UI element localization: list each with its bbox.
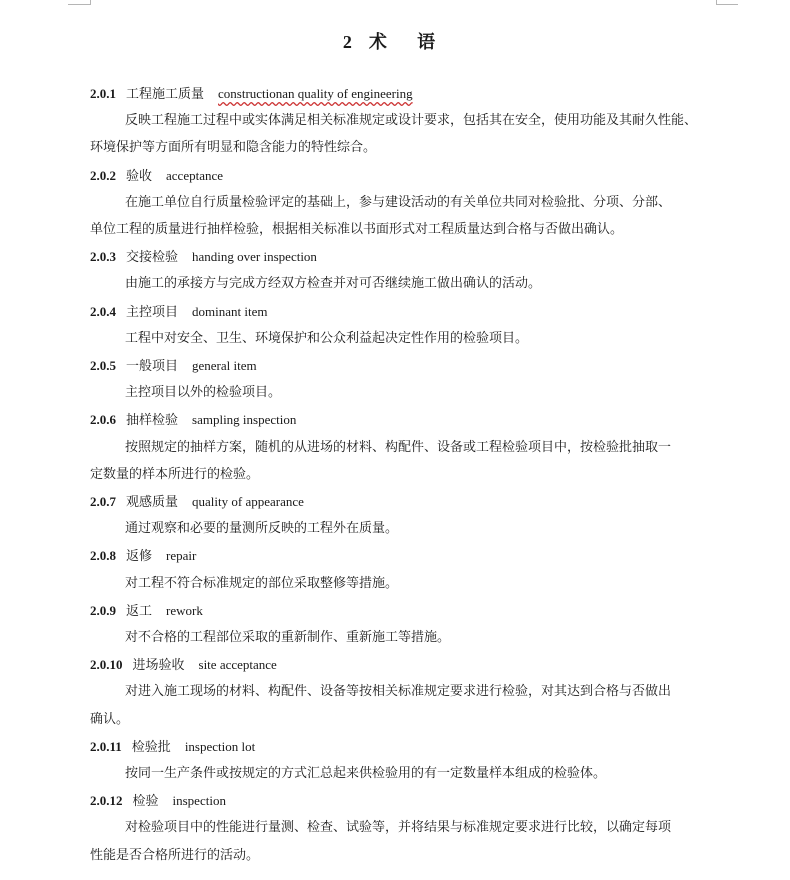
term-definition xyxy=(90,379,720,406)
term-heading xyxy=(90,406,720,433)
term-english: sampling inspection xyxy=(192,412,297,428)
term-chinese: 观感质量 xyxy=(126,494,179,510)
term-heading xyxy=(90,298,720,325)
term-definition xyxy=(90,434,720,488)
term-chinese: 交接检验 xyxy=(126,250,179,266)
definition-line: 按照规定的抽样方案，随机的从进场的材料、构配件、设备或工程检验项目中，按检验批抽取一 xyxy=(125,439,672,455)
term-entry xyxy=(90,733,720,787)
term-entry xyxy=(90,488,720,542)
definition-line: 对进入施工现场的材料、构配件、设备等按相关标准规定要求进行检验，对其达到合格与否做出 xyxy=(125,684,672,700)
term-number: 2.0.12 xyxy=(90,793,123,809)
definition-line: 性能是否合格所进行的活动。 xyxy=(90,847,260,863)
term-entry xyxy=(90,542,720,596)
term-number: 2.0.5 xyxy=(90,357,116,373)
term-number: 2.0.6 xyxy=(90,412,116,428)
definition-line: 环境保护等方面所有明显和隐含能力的特性综合。 xyxy=(90,140,377,156)
term-heading xyxy=(90,733,720,760)
term-english: handing over inspection xyxy=(192,249,317,265)
term-heading xyxy=(90,597,720,624)
term-heading xyxy=(90,651,720,678)
term-entry xyxy=(90,243,720,297)
term-entry xyxy=(90,162,720,244)
term-heading xyxy=(90,352,720,379)
term-entry xyxy=(90,406,720,488)
chapter-title xyxy=(0,28,790,54)
term-number: 2.0.8 xyxy=(90,548,116,564)
term-entry xyxy=(90,597,720,651)
term-chinese: 进场验收 xyxy=(132,658,185,674)
term-number: 2.0.10 xyxy=(90,657,123,673)
chapter-number: 2 xyxy=(342,32,353,52)
chapter-heading: 术 语 xyxy=(368,32,448,53)
term-heading xyxy=(90,80,720,107)
term-entry xyxy=(90,298,720,352)
term-definition xyxy=(90,624,720,651)
term-entry xyxy=(90,352,720,406)
term-chinese: 检验批 xyxy=(131,739,171,755)
term-chinese: 验收 xyxy=(126,168,153,184)
definition-line: 对检验项目中的性能进行量测、检查、试验等，并将结果与标准规定要求进行比较，以确定每项 xyxy=(125,820,672,836)
term-chinese: 返修 xyxy=(126,549,153,565)
term-heading xyxy=(90,162,720,189)
term-english: dominant item xyxy=(192,303,268,319)
definition-line: 确认。 xyxy=(90,711,130,727)
term-definition xyxy=(90,107,720,161)
term-chinese: 检验 xyxy=(132,794,159,810)
term-english: acceptance xyxy=(166,167,224,183)
term-definition xyxy=(90,515,720,542)
term-number: 2.0.9 xyxy=(90,602,116,618)
term-chinese: 工程施工质量 xyxy=(126,87,205,102)
term-english: general item xyxy=(192,357,257,373)
term-number: 2.0.3 xyxy=(90,249,116,265)
term-definition xyxy=(90,760,720,787)
term-definition xyxy=(90,678,720,732)
term-entry xyxy=(90,80,720,162)
definition-line: 主控项目以外的检验项目。 xyxy=(125,385,282,401)
definition-line: 对不合格的工程部位采取的重新制作、重新施工等措施。 xyxy=(125,629,451,645)
term-definition xyxy=(90,325,720,352)
term-english: rework xyxy=(166,602,203,618)
term-english: site acceptance xyxy=(198,657,277,673)
definition-line: 通过观察和必要的量测所反映的工程外在质量。 xyxy=(125,521,399,537)
term-chinese: 抽样检验 xyxy=(126,413,179,429)
term-english: inspection lot xyxy=(184,738,256,754)
definition-line: 工程中对安全、卫生、环境保护和公众利益起决定性作用的检验项目。 xyxy=(125,330,529,346)
term-chinese: 一般项目 xyxy=(126,358,179,374)
crop-mark-top-right-h xyxy=(716,4,738,5)
definition-line: 定数量的样本所进行的检验。 xyxy=(90,466,260,482)
crop-mark-top-left-h xyxy=(68,4,90,5)
definition-line: 对工程不符合标准规定的部位采取整修等措施。 xyxy=(125,575,399,591)
term-english: constructionan quality of engineering xyxy=(218,86,413,101)
term-english: inspection xyxy=(172,793,226,809)
crop-mark-top-right-v xyxy=(716,0,717,5)
term-entry xyxy=(90,651,720,733)
term-number: 2.0.11 xyxy=(90,738,122,754)
term-entry xyxy=(90,787,720,869)
term-chinese: 返工 xyxy=(126,603,153,619)
definition-line: 在施工单位自行质量检验评定的基础上，参与建设活动的有关单位共同对检验批、分项、分部、 xyxy=(125,194,672,210)
definition-line: 反映工程施工过程中或实体满足相关标准规定或设计要求，包括其在安全，使用功能及其耐久性能、 xyxy=(125,113,698,129)
term-number: 2.0.1 xyxy=(90,86,116,101)
definition-line: 单位工程的质量进行抽样检验，根据相关标准以书面形式对工程质量达到合格与否做出确认。 xyxy=(90,221,624,237)
term-definition xyxy=(90,570,720,597)
term-heading xyxy=(90,488,720,515)
definition-line: 由施工的承接方与完成方经双方检查并对可否继续施工做出确认的活动。 xyxy=(125,276,542,292)
term-number: 2.0.4 xyxy=(90,303,116,319)
term-english: repair xyxy=(166,548,197,564)
definition-line: 按同一生产条件或按规定的方式汇总起来供检验用的有一定数量样本组成的检验体。 xyxy=(125,765,607,781)
term-english: quality of appearance xyxy=(192,493,304,509)
terms-list xyxy=(90,80,720,869)
term-heading xyxy=(90,243,720,270)
crop-mark-top-left-v xyxy=(90,0,91,5)
term-definition xyxy=(90,814,720,868)
term-number: 2.0.7 xyxy=(90,493,116,509)
term-definition xyxy=(90,189,720,243)
term-heading xyxy=(90,787,720,814)
term-heading xyxy=(90,542,720,569)
term-definition xyxy=(90,270,720,297)
term-number: 2.0.2 xyxy=(90,167,116,183)
term-chinese: 主控项目 xyxy=(126,304,179,320)
